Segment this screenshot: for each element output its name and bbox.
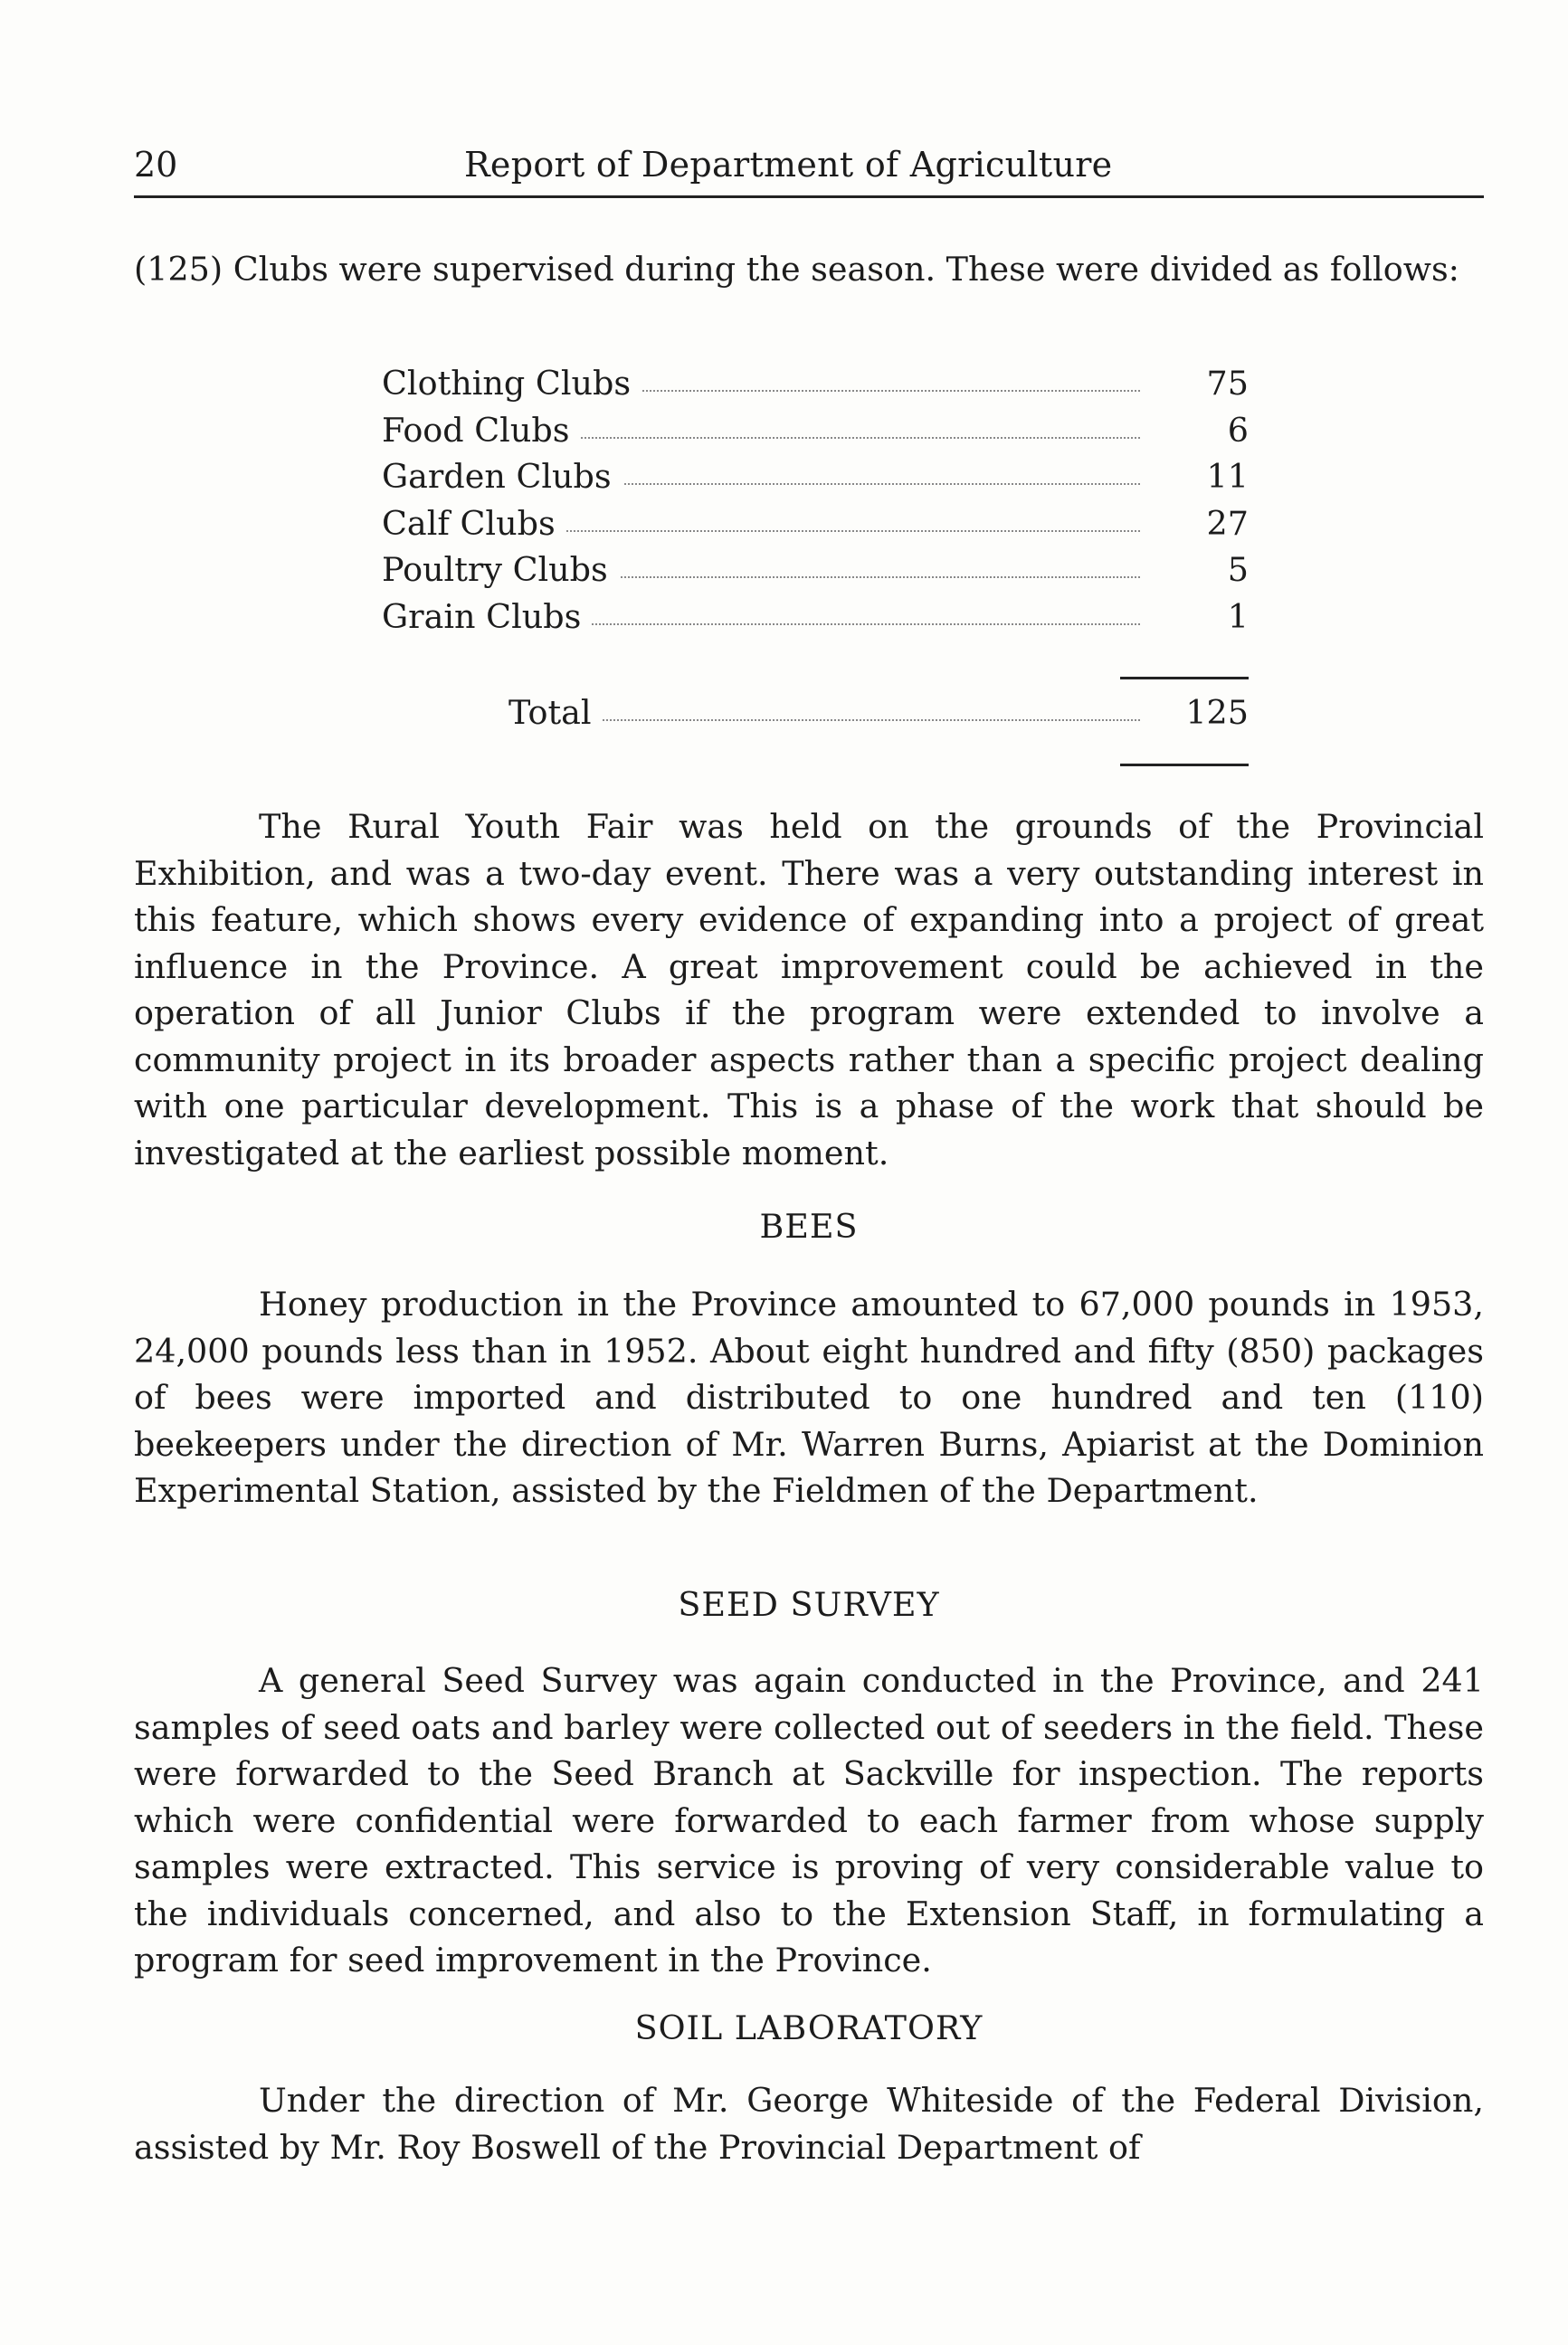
club-label: Grain Clubs bbox=[382, 593, 592, 641]
club-label: Clothing Clubs bbox=[382, 360, 641, 407]
club-label: Poultry Clubs bbox=[382, 546, 619, 593]
club-row bbox=[382, 407, 1249, 454]
soil-laboratory-heading: SOIL LABORATORY bbox=[634, 2008, 984, 2047]
club-count: 27 bbox=[1167, 500, 1249, 547]
bees-paragraph: Honey production in the Province amounted to 67,000 pounds in 1953, 24,000 pounds less than in 1952. About eight hundred and fifty (850) packages of bees were imported and distributed to one hundred and ten (110) beekeepers under the direction of Mr. Warren Burns, Apiarist at the Dominion Experimental Station, assisted by the Fieldmen of the Department. bbox=[134, 1285, 1484, 1510]
club-row bbox=[382, 453, 1249, 500]
total-row bbox=[382, 689, 1249, 736]
rural-youth-paragraph: The Rural Youth Fair was held on the grounds of the Provincial Exhibition, and was a two-day event. There was a very outstanding interest in this feature, which shows every evidence of expanding into a project of great influence in the Province. A great improvement could be achieved in the operation of all Junior Clubs if the program were extended to involve a community project in its broader aspects rather than a specific project dealing with one particular development. This is a phase of the work that should be investigated at the earliest possible moment. bbox=[134, 807, 1484, 1172]
club-label: Food Clubs bbox=[382, 407, 580, 454]
total-rule-top bbox=[1120, 677, 1249, 679]
club-row bbox=[382, 360, 1249, 407]
leader-dots bbox=[563, 719, 1140, 721]
club-row bbox=[382, 593, 1249, 641]
club-label: Garden Clubs bbox=[382, 453, 622, 500]
total-rule-bottom bbox=[1120, 764, 1249, 766]
club-count: 5 bbox=[1167, 546, 1249, 593]
seed-survey-paragraph: A general Seed Survey was again conducted in the Province, and 241 samples of seed oats and barley were collected out of seeders in the field. These were forwarded to the Seed Branch at Sackville for inspection. The reports which were confidential were forwarded to each farmer from whose supply samples were extracted. This service is proving of very considerable value to the individuals concerned, and also to the Extension Staff, in formulating a program for seed improvement in the Province. bbox=[134, 1661, 1484, 1979]
seed-survey-heading: SEED SURVEY bbox=[678, 1585, 940, 1624]
running-title: Report of Department of Agriculture bbox=[464, 145, 1113, 185]
bees-heading: BEES bbox=[759, 1207, 859, 1246]
club-count: 1 bbox=[1167, 593, 1249, 641]
page-number: 20 bbox=[134, 145, 178, 185]
club-label: Calf Clubs bbox=[382, 500, 566, 547]
total-label: Total bbox=[508, 689, 603, 736]
clubs-table bbox=[382, 360, 1249, 640]
total-count: 125 bbox=[1185, 693, 1249, 732]
club-row bbox=[382, 500, 1249, 547]
soil-laboratory-paragraph: Under the direction of Mr. George Whiteside of the Federal Division, assisted by Mr. Roy Boswell of the Provincial Department of bbox=[134, 2081, 1484, 2167]
intro-paragraph: (125) Clubs were supervised during the season. These were divided as follows: bbox=[134, 250, 1459, 289]
club-row bbox=[382, 546, 1249, 593]
club-count: 75 bbox=[1167, 360, 1249, 407]
club-count: 6 bbox=[1167, 407, 1249, 454]
club-count: 11 bbox=[1167, 453, 1249, 500]
page-header bbox=[134, 145, 1484, 198]
